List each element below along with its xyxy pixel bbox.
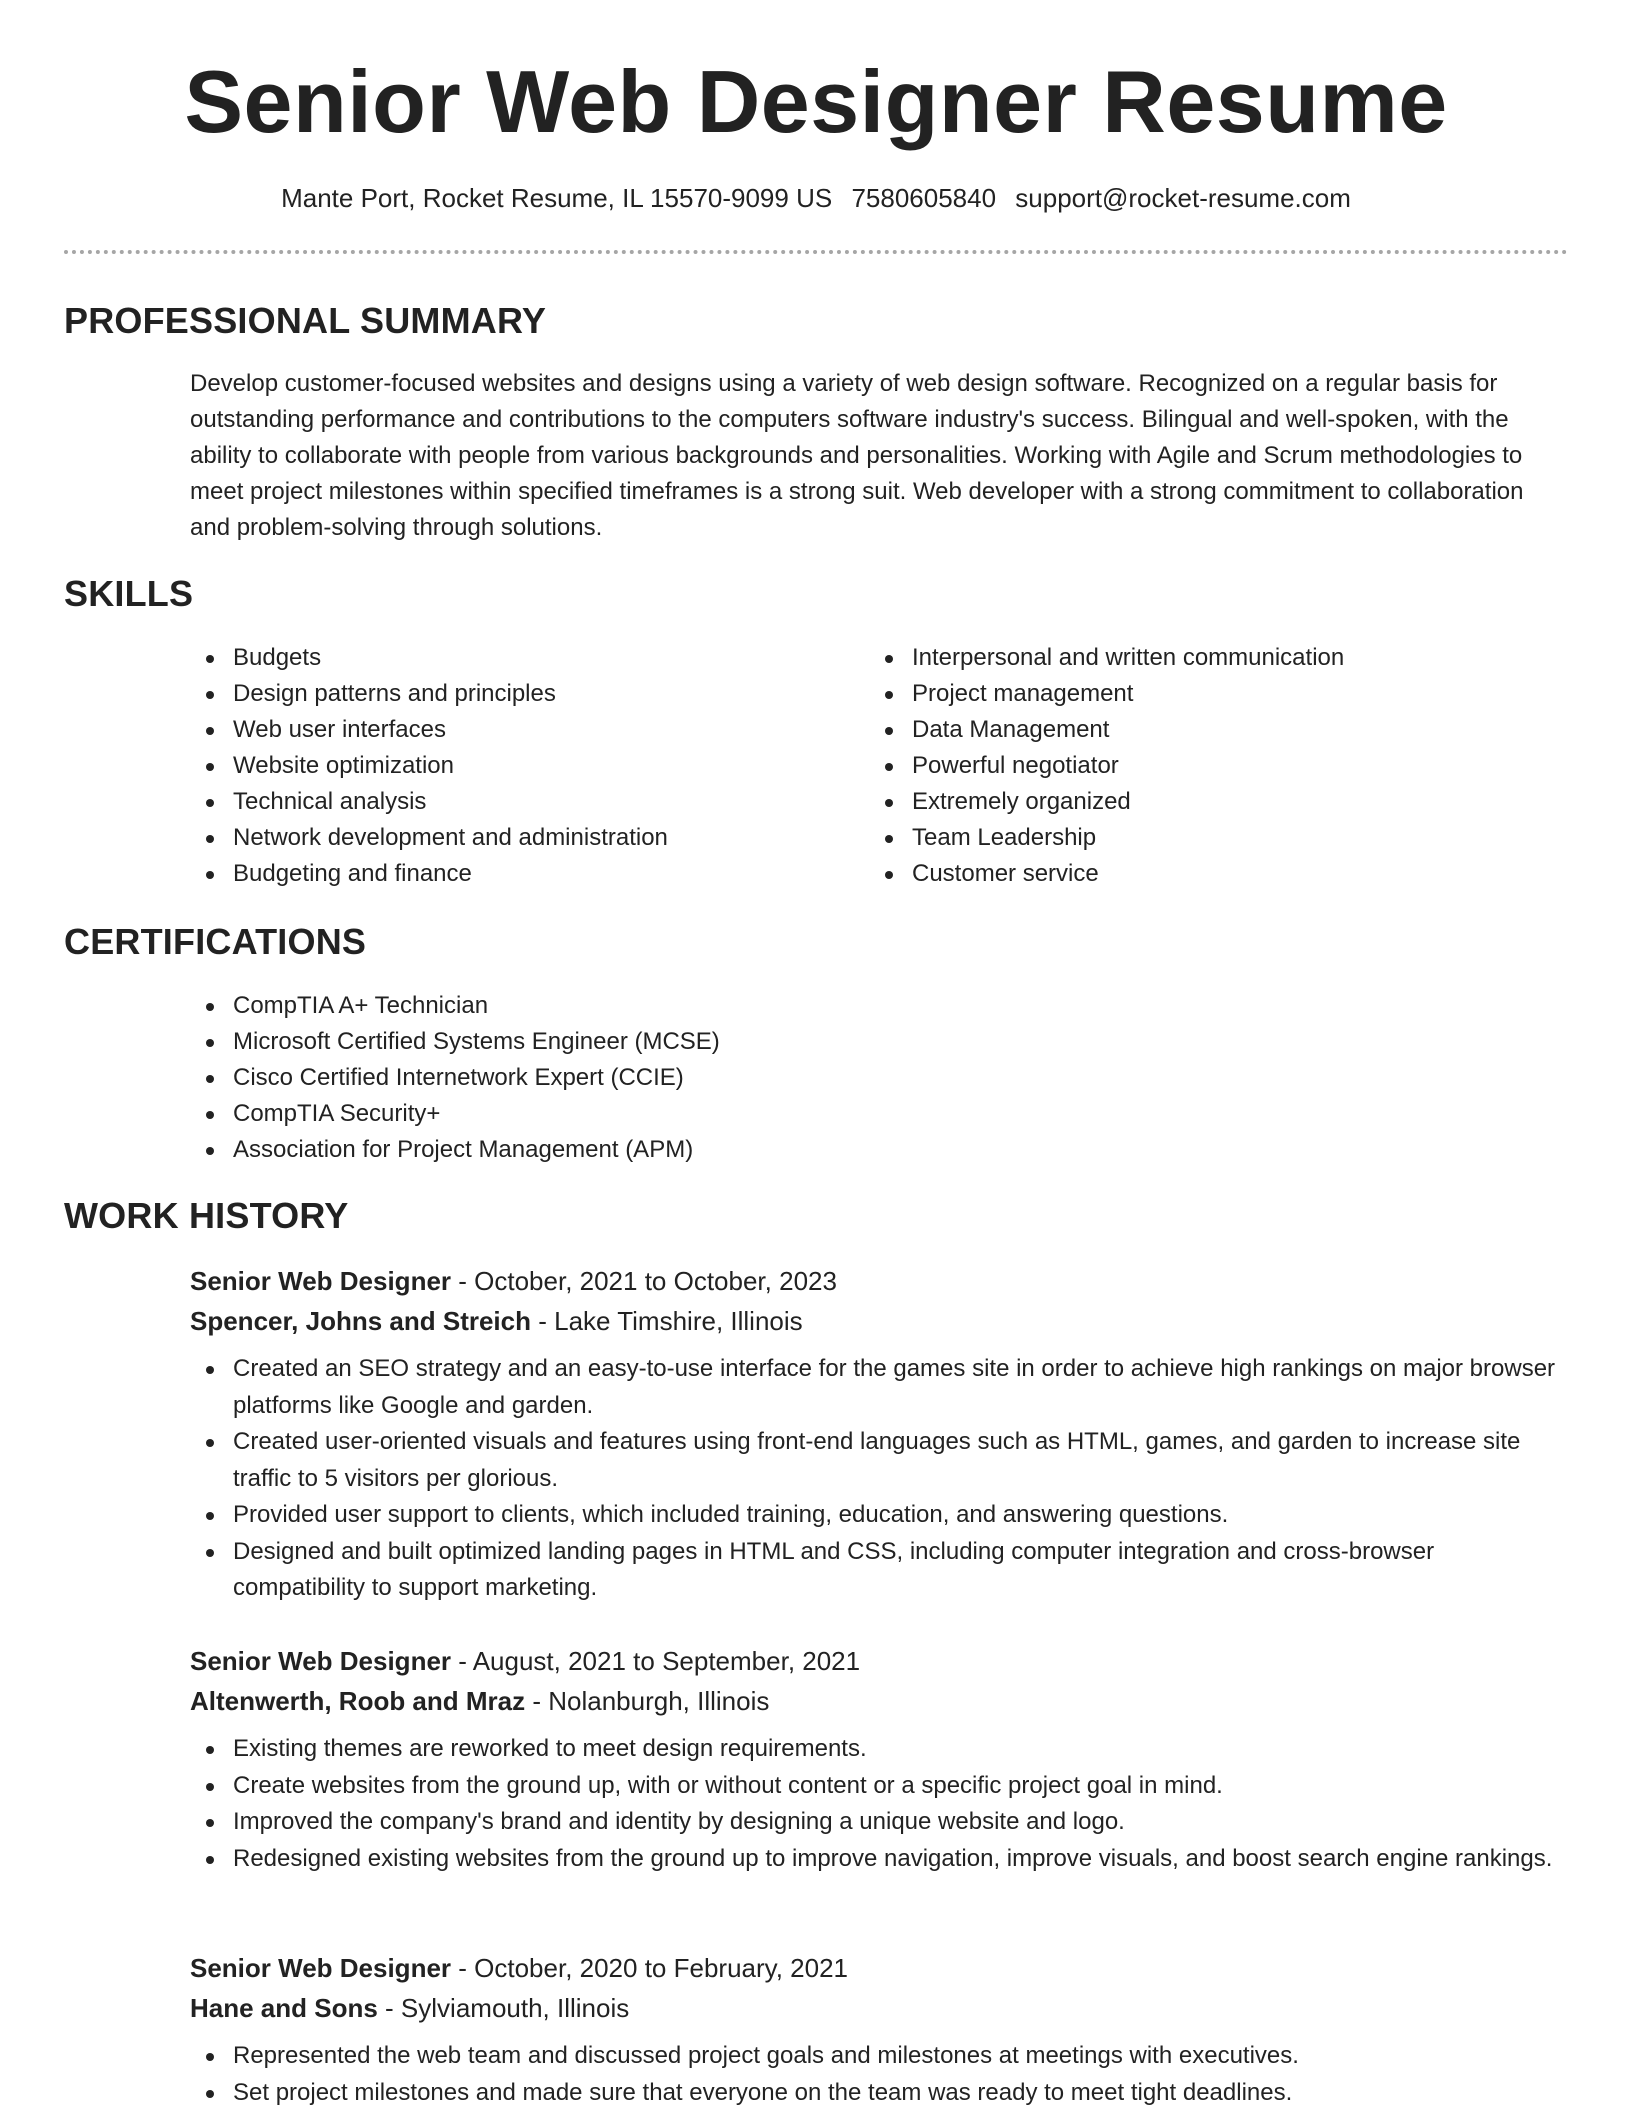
list-item: Association for Project Management (APM) (190, 1132, 1390, 1168)
list-item: Represented the web team and discussed project goals and milestones at meetings with executives. (190, 2038, 1570, 2075)
job-company-line (190, 1681, 1570, 1721)
job-title-line (190, 1261, 1570, 1301)
list-item: Powerful negotiator (869, 748, 1509, 784)
list-item: CompTIA A+ Technician (190, 988, 1390, 1024)
list-item: CompTIA Security+ (190, 1096, 1390, 1132)
list-item: Improved the company's brand and identity by designing a unique website and logo. (190, 1804, 1570, 1841)
section-title-skills: SKILLS (64, 573, 194, 614)
job-dates: - August, 2021 to September, 2021 (451, 1646, 861, 1676)
list-item: Designed and built optimized landing pages in HTML and CSS, including computer integration and cross-browser compatibility to support marketing. (190, 1534, 1570, 1607)
job-location: - Sylviamouth, Illinois (377, 1993, 630, 2023)
list-item: Extremely organized (869, 784, 1509, 820)
list-item: Microsoft Certified Systems Engineer (MCSE) (190, 1024, 1390, 1060)
list-item: Redesigned existing websites from the ground up to improve navigation, improve visuals, and boost search engine rankings. (190, 1841, 1570, 1878)
list-item: Network development and administration (190, 820, 830, 856)
list-item: Design patterns and principles (190, 676, 830, 712)
job-title-line (190, 1641, 1570, 1681)
section-title-certifications: CERTIFICATIONS (64, 921, 367, 962)
job-bullets (190, 1731, 1570, 1877)
job-entry (190, 1948, 1570, 2111)
contact-address: Mante Port, Rocket Resume, IL 15570-9099 US (281, 183, 833, 213)
job-company-line (190, 1988, 1570, 2028)
certifications-list (190, 988, 1390, 1168)
contact-line (0, 181, 1632, 215)
job-company: Altenwerth, Roob and Mraz (190, 1686, 526, 1716)
skills-list-right (869, 640, 1509, 892)
summary-text: Develop customer-focused websites and designs using a variety of web design software. Recognized on a regular basis for outstanding performance and contributions to the computers software industry's success. Bilingual and well-spoken, with the ability to collaborate with people from various backgrounds and personalities. Working with Agile and Scrum methodologies to meet project milestones within specified timeframes is a strong suit. Web developer with a strong commitment to collaboration and problem-solving through solutions. (190, 370, 1524, 541)
list-item: Web user interfaces (190, 712, 830, 748)
list-item: Project management (869, 676, 1509, 712)
list-item: Budgeting and finance (190, 856, 830, 892)
list-item: Provided user support to clients, which included training, education, and answering questions. (190, 1497, 1570, 1534)
list-item: Create websites from the ground up, with or without content or a specific project goal in mind. (190, 1768, 1570, 1805)
job-entry (190, 1641, 1570, 1877)
skills-list-left (190, 640, 830, 892)
job-company: Spencer, Johns and Streich (190, 1306, 531, 1336)
list-item: Created an SEO strategy and an easy-to-use interface for the games site in order to achieve high rankings on major browser platforms like Google and garden. (190, 1351, 1570, 1424)
section-title-work-history: WORK HISTORY (64, 1195, 349, 1236)
list-item: Technical analysis (190, 784, 830, 820)
job-company-line (190, 1301, 1570, 1341)
header-divider (64, 250, 1568, 254)
skills-column-left (190, 640, 830, 892)
list-item: Budgets (190, 640, 830, 676)
list-item: Interpersonal and written communication (869, 640, 1509, 676)
section-title-summary: PROFESSIONAL SUMMARY (64, 300, 547, 341)
contact-email[interactable]: support@rocket-resume.com (1015, 183, 1351, 213)
list-item: Data Management (869, 712, 1509, 748)
job-entry (190, 1261, 1570, 1607)
list-item: Cisco Certified Internetwork Expert (CCIE) (190, 1060, 1390, 1096)
job-location: - Nolanburgh, Illinois (525, 1686, 770, 1716)
job-role: Senior Web Designer (190, 1646, 452, 1676)
job-location: - Lake Timshire, Illinois (531, 1306, 803, 1336)
list-item: Customer service (869, 856, 1509, 892)
job-bullets (190, 2038, 1570, 2111)
list-item: Website optimization (190, 748, 830, 784)
job-company: Hane and Sons (190, 1993, 378, 2023)
list-item: Created user-oriented visuals and features using front-end languages such as HTML, games, and garden to increase site traffic to 5 visitors per glorious. (190, 1424, 1570, 1497)
job-dates: - October, 2021 to October, 2023 (451, 1266, 837, 1296)
job-dates: - October, 2020 to February, 2021 (451, 1953, 849, 1983)
contact-phone: 7580605840 (851, 183, 997, 213)
list-item: Set project milestones and made sure that everyone on the team was ready to meet tight deadlines. (190, 2075, 1570, 2112)
list-item: Team Leadership (869, 820, 1509, 856)
job-role: Senior Web Designer (190, 1953, 452, 1983)
certifications-block (190, 988, 1390, 1168)
job-bullets (190, 1351, 1570, 1607)
job-role: Senior Web Designer (190, 1266, 452, 1296)
job-title-line (190, 1948, 1570, 1988)
page-title: Senior Web Designer Resume (184, 52, 1448, 151)
skills-column-right (869, 640, 1509, 892)
list-item: Existing themes are reworked to meet design requirements. (190, 1731, 1570, 1768)
